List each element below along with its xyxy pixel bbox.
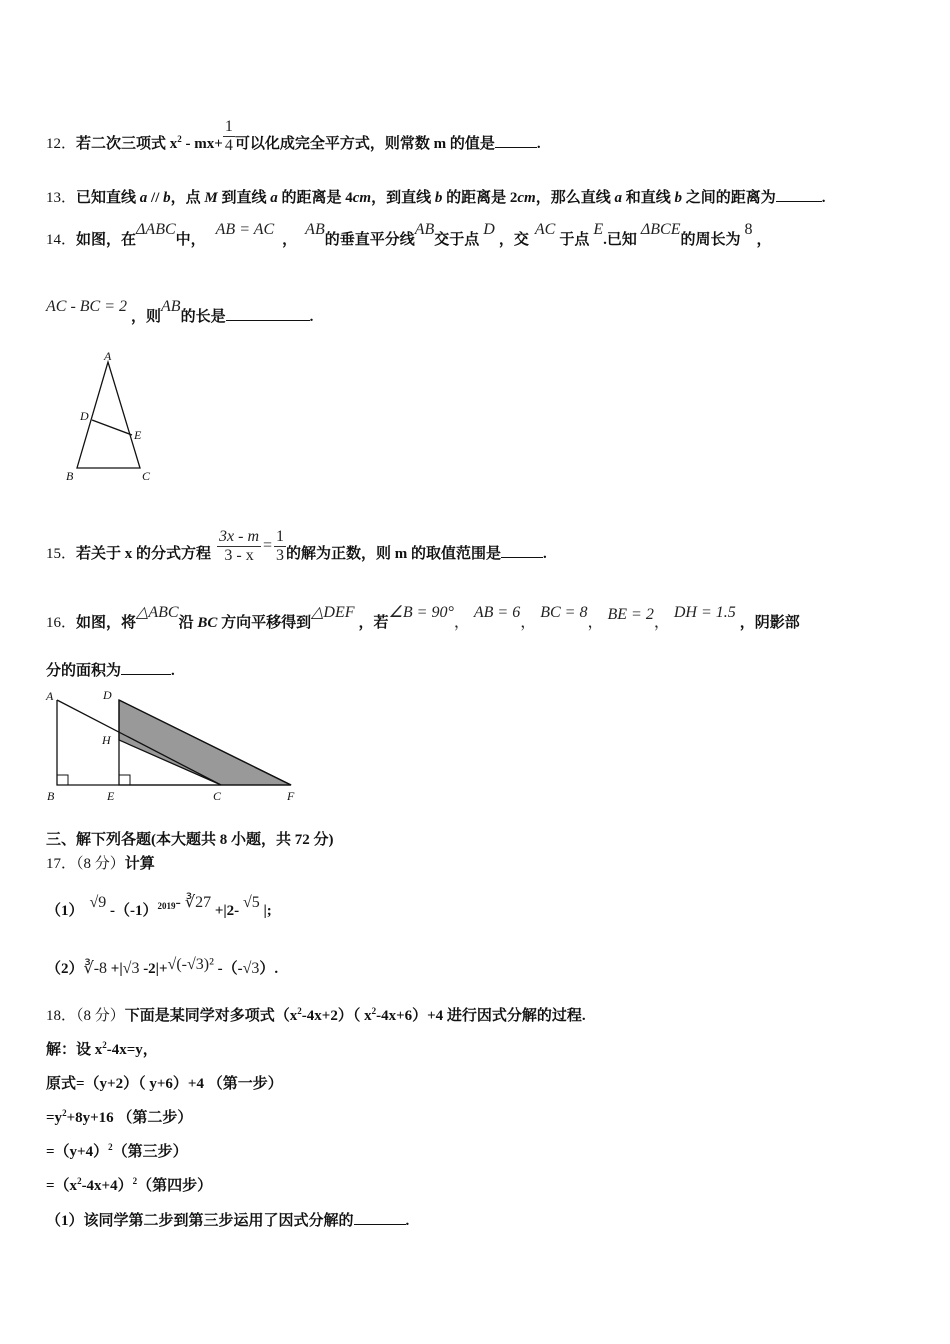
answer-blank xyxy=(495,146,537,148)
section-3-heading: 三、解下列各题(本大题共 8 小题，共 72 分) xyxy=(46,832,334,848)
label-c: C xyxy=(142,469,151,483)
answer-blank xyxy=(354,1223,406,1225)
solution-line-3: $=y^2+8y+16$ （第二步） xyxy=(46,1108,193,1126)
solution-line-2: 原式=（y+2）（ y+6）+4 （第一步） xyxy=(46,1076,283,1092)
question-13: 13．已知直线 a // b，点 M 到直线 a 的距离是 4cm，到直线 b 的距离是 2cm，那么直线 a 和直线 b 之间的距离为 . xyxy=(46,190,826,206)
fraction-one-quarter: $\frac{1}{4}$ xyxy=(224,118,233,154)
question-14: 14．如图，在ΔABC中，AB = AC，AB的垂直平分线AB交于点D，交AC于点E.已知ΔBCE的周长为8， xyxy=(46,221,772,248)
label-d: D xyxy=(103,688,112,702)
question-12: 12．若二次三项式 $x^2 - mx+$ $\frac{1}{4}$ 可以化成完全平方式，则常数 m 的值是 . xyxy=(46,118,541,154)
question-15: 15．若关于 x 的分式方程 $\frac{3x - m}{3 - x}$ = $\frac{1}{3}$ 的解为正数，则 m 的取值范围是 . xyxy=(46,528,547,564)
label-f: F xyxy=(287,789,295,803)
fraction-one-third: $\frac{1}{3}$ xyxy=(276,528,285,564)
solution-line-1: 解：设 $x^2-4x=y$， xyxy=(46,1040,158,1058)
answer-blank xyxy=(226,319,310,321)
question-17-part-2: （2）∛-8 +|√3 -2|+√(-√3)² -（-√3）. xyxy=(46,956,279,977)
question-18-part-1: （1）该同学第二步到第三步运用了因式分解的 . xyxy=(46,1213,410,1229)
label-b: B xyxy=(47,789,55,803)
label-b: B xyxy=(66,469,74,483)
translated-triangles-figure xyxy=(40,686,310,806)
fraction-equation-left: $\frac{3x - m}{3 - x}$ xyxy=(219,528,260,564)
label-d: D xyxy=(80,409,89,423)
answer-blank xyxy=(501,556,543,558)
answer-blank xyxy=(776,200,822,202)
label-a: A xyxy=(104,350,112,363)
triangle-abc-figure xyxy=(60,350,160,485)
right-angle-b xyxy=(57,775,68,785)
label-e: E xyxy=(134,428,142,442)
label-e: E xyxy=(107,789,115,803)
question-14-line2: AC - BC = 2，则AB的长是 . xyxy=(46,298,314,325)
question-18: 18．（8 分）下面是某同学对多项式$(x^2-4x+2)$（ $x^2-4x+6)+4$ 进行因式分解的过程. xyxy=(46,1006,586,1024)
solution-line-4: $=(y+4)^2$（第三步） xyxy=(46,1142,188,1160)
question-16: 16．如图，将△ABC沿 BC 方向平移得到△DEF，若∠B = 90°，AB = 6，BC = 8， BE = 2，DH = 1.5，阴影部 xyxy=(46,604,800,631)
question-17-part-1: （1） √9 $-(-1)^{2019}-$ ∛27 +|2- √5 |; xyxy=(46,894,272,919)
label-h: H xyxy=(102,733,111,747)
question-16-line2: 分的面积为 . xyxy=(46,663,175,679)
solution-line-5: $=(x^2-4x+4)^2$（第四步） xyxy=(46,1176,213,1194)
answer-blank xyxy=(121,673,171,675)
label-a: A xyxy=(46,689,54,703)
label-c: C xyxy=(213,789,222,803)
right-angle-e xyxy=(119,775,130,785)
question-17: 17．（8 分）计算 xyxy=(46,856,155,872)
